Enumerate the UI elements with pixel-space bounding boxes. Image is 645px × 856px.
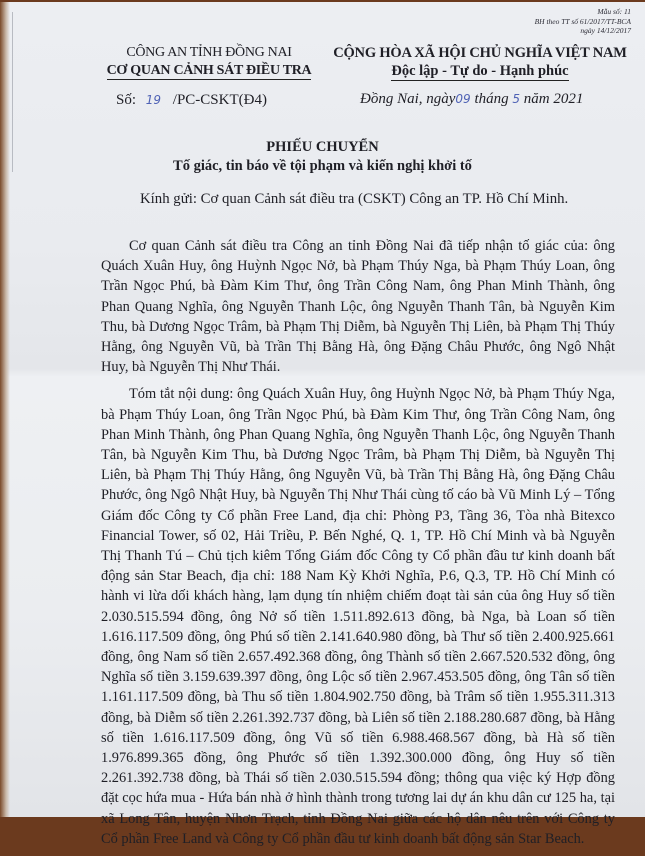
paragraph-reception: Cơ quan Cảnh sát điều tra Công an tỉnh Đồng Nai đã tiếp nhận tố giác của: ông Quách Xuân Huy, ông Huỳnh Ngọc Nở, bà Phạm Thúy Nga, bà Phạm Thúy Loan, ông Trần Ngọc Phú, bà Đàm Kim Thư, ông Trần Công Nam, ông Phan Minh Thành, ông Phan Quang Nghĩa, ông Nguyễn Thanh Lộc, ông Nguyễn Thanh Tân, bà Nguyễn Kim Thu, bà Dương Ngọc Trâm, bà Phạm Thị Diễm, bà Nguyễn Thị Liên, bà Phạm Thị Thúy Hằng, ông Nguyễn Vũ, bà Trần Thị Bằng Hà, ông Đặng Châu Phước, ông Ngô Nhật Huy, bà Nguyễn Thị Như Thái. (101, 238, 615, 376)
issue-date: Đồng Nai, ngày09 tháng 5 năm 2021 (360, 91, 584, 107)
document-title: PHIẾU CHUYỂN (266, 139, 379, 155)
reference-number: Số: 19 /PC-CSKT(Đ4) (116, 92, 267, 108)
document-body (101, 236, 615, 856)
form-number: Mẫu số: 11 (597, 7, 631, 16)
form-date: ngày 14/12/2017 (580, 26, 631, 35)
form-regulation: BH theo TT số 61/2017/TT-BCA (534, 16, 631, 26)
department-name: CƠ QUAN CẢNH SÁT ĐIỀU TRA (106, 63, 312, 78)
handwritten-month: 5 (512, 92, 521, 106)
handwritten-day: 09 (455, 92, 471, 106)
form-code (535, 7, 631, 36)
paragraph-summary: Tóm tắt nội dung: ông Quách Xuân Huy, ông Huỳnh Ngọc Nở, bà Phạm Thúy Nga, bà Phạm Thúy Loan, ông Trần Ngọc Phú, bà Đàm Kim Thư, ông Trần Công Nam, ông Phan Minh Thành, ông Phan Quang Nghĩa, ông Nguyễn Thanh Lộc, ông Nguyễn Thanh Tân, bà Nguyễn Kim Thu, bà Dương Ngọc Trâm, bà Phạm Thị Diễm, bà Nguyễn Thị Liên, bà Phạm Thị Thúy Hằng, ông Nguyễn Vũ, bà Trần Thị Bằng Hà, ông Đặng Châu Phước, ông Ngô Nhật Huy, bà Nguyễn Thị Như Thái cùng tố cáo bà Vũ Minh Lý – Tổng Giám đốc Công ty Cổ phần Free Land, địa chỉ: Phòng P3, Tầng 36, Tòa nhà Bitexco Financial Tower, số 02, Hải Triều, P. Bến Nghé, Q. 1, TP. Hồ Chí Minh và bà Nguyễn Thị Thanh Tú – Chủ tịch kiêm Tổng Giám đốc Công ty Cổ phần đầu tư kinh doanh bất động sản Star Beach, địa chỉ: 188 Nam Kỳ Khởi Nghĩa, P.6, Q.3, TP. Hồ Chí Minh có hành vi lừa dối khách hàng, lạm dụng tín nhiệm chiếm đoạt tài sản của ông Huy số tiền 2.030.515.594 đồng, ông Nở số tiền 1.511.892.613 đồng, bà Nga, bà Loan số tiền 1.616.117.509 đồng, ông Phú số tiền 2.141.640.980 đồng, bà Thư số tiền 2.400.925.661 đồng, ông Nam số tiền 2.657.492.368 đồng, ông Thành số tiền 2.667.520.532 đồng, ông Nghĩa số tiền 3.159.639.397 đồng, ông Lộc số tiền 2.967.453.505 đồng, ông Tân số tiền 1.161.117.509 đồng, bà Thu số tiền 1.804.902.750 đồng, bà Trâm số tiền 1.955.311.313 đồng, bà Diễm số tiền 2.261.392.737 đồng, bà Liên số tiền 2.188.280.687 đồng, bà Hằng số tiền 1.616.117.509 đồng, ông Vũ số tiền 6.988.468.567 đồng, bà Hà số tiền 1.976.899.365 đồng, ông Phước số tiền 1.392.300.000 đồng, ông Huy số tiền 2.261.392.738 đồng, bà Thái số tiền 2.030.515.594 đồng; thông qua việc ký Hợp đồng đặt cọc hứa mua - Hứa bán nhà ở hình thành trong tương lai dự án khu dân cư 125 ha, tại xã Long Tân, huyện Nhơn Trạch, tỉnh Đồng Nai giữa các hộ dân nêu trên với Công ty Cổ phần Free Land và Công ty Cổ phần đầu tư kinh doanh bất động sản Star Beach. (101, 386, 615, 847)
national-motto: Độc lập - Tự do - Hạnh phúc (391, 63, 569, 79)
nation-name: CỘNG HÒA XÃ HỘI CHỦ NGHĨA VIỆT NAM (333, 45, 627, 61)
national-header (330, 44, 630, 80)
document-subtitle: Tố giác, tin báo về tội phạm và kiến nghị khởi tố (173, 158, 472, 174)
document-page (0, 2, 645, 847)
handwritten-number: 19 (145, 93, 162, 107)
issuing-agency-header (104, 44, 314, 80)
addressee: Kính gửi: Cơ quan Cảnh sát điều tra (CSKT) Công an TP. Hồ Chí Minh. (140, 191, 569, 207)
agency-name: CÔNG AN TỈNH ĐỒNG NAI (126, 45, 292, 60)
